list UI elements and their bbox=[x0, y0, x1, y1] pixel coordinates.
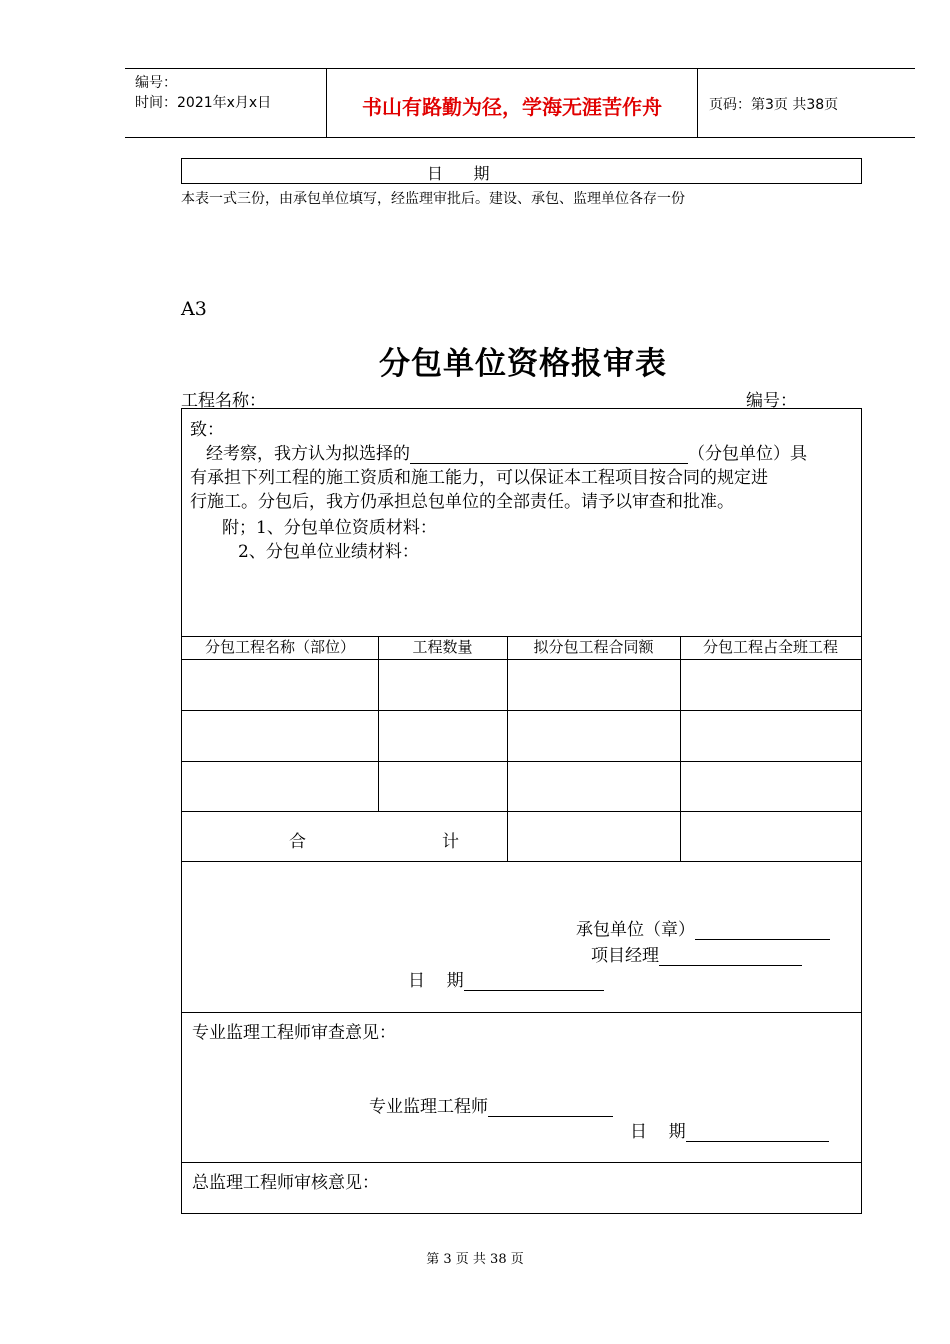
supervisor-date-label: 日 期 bbox=[630, 1122, 686, 1142]
previous-form-date-box bbox=[181, 158, 862, 184]
table-row-line bbox=[182, 761, 861, 762]
page-title: 分包单位资格报审表 bbox=[379, 346, 667, 382]
table-row-line bbox=[182, 811, 861, 812]
date-label: 日 期 bbox=[427, 164, 490, 183]
contractor-seal-label: 承包单位（章） bbox=[576, 920, 695, 940]
doc-code: A3 bbox=[181, 298, 207, 320]
supervisor-opinion-label: 专业监理工程师审查意见： bbox=[192, 1023, 396, 1043]
attachment-2: 2、分包单位业绩材料： bbox=[238, 542, 419, 562]
form-number-label: 编号： bbox=[746, 391, 797, 411]
project-manager-label: 项目经理 bbox=[591, 946, 659, 966]
header-time: 时间：2021年x月x日 bbox=[135, 95, 272, 111]
supervisor-engineer-label: 专业监理工程师 bbox=[369, 1097, 488, 1117]
header-number-label: 编号： bbox=[135, 75, 177, 91]
supervisor-engineer bbox=[369, 1092, 613, 1117]
header-divider bbox=[697, 69, 698, 137]
column-divider bbox=[378, 636, 379, 811]
body-line3: 行施工。分包后，我方仍承担总包单位的全部责任。请予以审查和批准。 bbox=[190, 492, 734, 512]
header-motto: 书山有路勤为径，学海无涯苦作舟 bbox=[362, 95, 662, 119]
total-label-ji: 计 bbox=[442, 832, 459, 852]
section-line bbox=[182, 1162, 861, 1163]
col-header-quantity: 工程数量 bbox=[412, 638, 473, 656]
chief-opinion-label: 总监理工程师审核意见： bbox=[192, 1173, 379, 1193]
contractor-date-label: 日 期 bbox=[408, 971, 464, 991]
project-manager-blank[interactable] bbox=[659, 945, 802, 966]
page-footer: 第 3 页 共 38 页 bbox=[426, 1252, 524, 1267]
page-header bbox=[125, 68, 915, 138]
attachment-1: 附；1、分包单位资质材料： bbox=[222, 518, 437, 538]
col-header-name: 分包工程名称（部位） bbox=[204, 638, 355, 656]
col-header-proportion: 分包工程占全班工程 bbox=[702, 638, 838, 656]
date-field bbox=[427, 161, 605, 184]
body-line1 bbox=[206, 439, 807, 464]
table-header-line bbox=[182, 659, 861, 660]
body-line2: 有承担下列工程的施工资质和施工能力，可以保证本工程项目按合同的规定进 bbox=[190, 468, 768, 488]
contractor-date bbox=[408, 966, 604, 991]
date-blank[interactable] bbox=[490, 165, 605, 184]
supervisor-date bbox=[630, 1117, 829, 1142]
header-meta bbox=[135, 73, 271, 113]
header-page-info: 页码：第3页 共38页 bbox=[709, 97, 839, 113]
project-manager bbox=[591, 941, 802, 966]
body-line1-start: 经考察，我方认为拟选择的 bbox=[206, 444, 410, 464]
body-line1-end: （分包单位）具 bbox=[688, 444, 807, 464]
table-row-line bbox=[182, 710, 861, 711]
column-divider bbox=[507, 636, 508, 861]
project-name-label: 工程名称： bbox=[181, 391, 266, 411]
total-label-he: 合 bbox=[289, 832, 306, 852]
qualification-form bbox=[181, 408, 862, 1214]
contractor-seal bbox=[576, 915, 830, 940]
column-divider bbox=[680, 636, 681, 861]
supervisor-date-blank[interactable] bbox=[686, 1121, 829, 1142]
to-label: 致： bbox=[190, 420, 224, 440]
contractor-date-blank[interactable] bbox=[464, 970, 604, 991]
form-note: 本表一式三份，由承包单位填写，经监理审批后。建设、承包、监理单位各存一份 bbox=[181, 191, 685, 207]
table-bottom-line bbox=[182, 861, 861, 862]
contractor-seal-blank[interactable] bbox=[695, 919, 830, 940]
col-header-contract-amount: 拟分包工程合同额 bbox=[533, 638, 654, 656]
section-line bbox=[182, 1012, 861, 1013]
supervisor-engineer-blank[interactable] bbox=[488, 1096, 613, 1117]
subcontractor-blank[interactable] bbox=[410, 443, 688, 464]
